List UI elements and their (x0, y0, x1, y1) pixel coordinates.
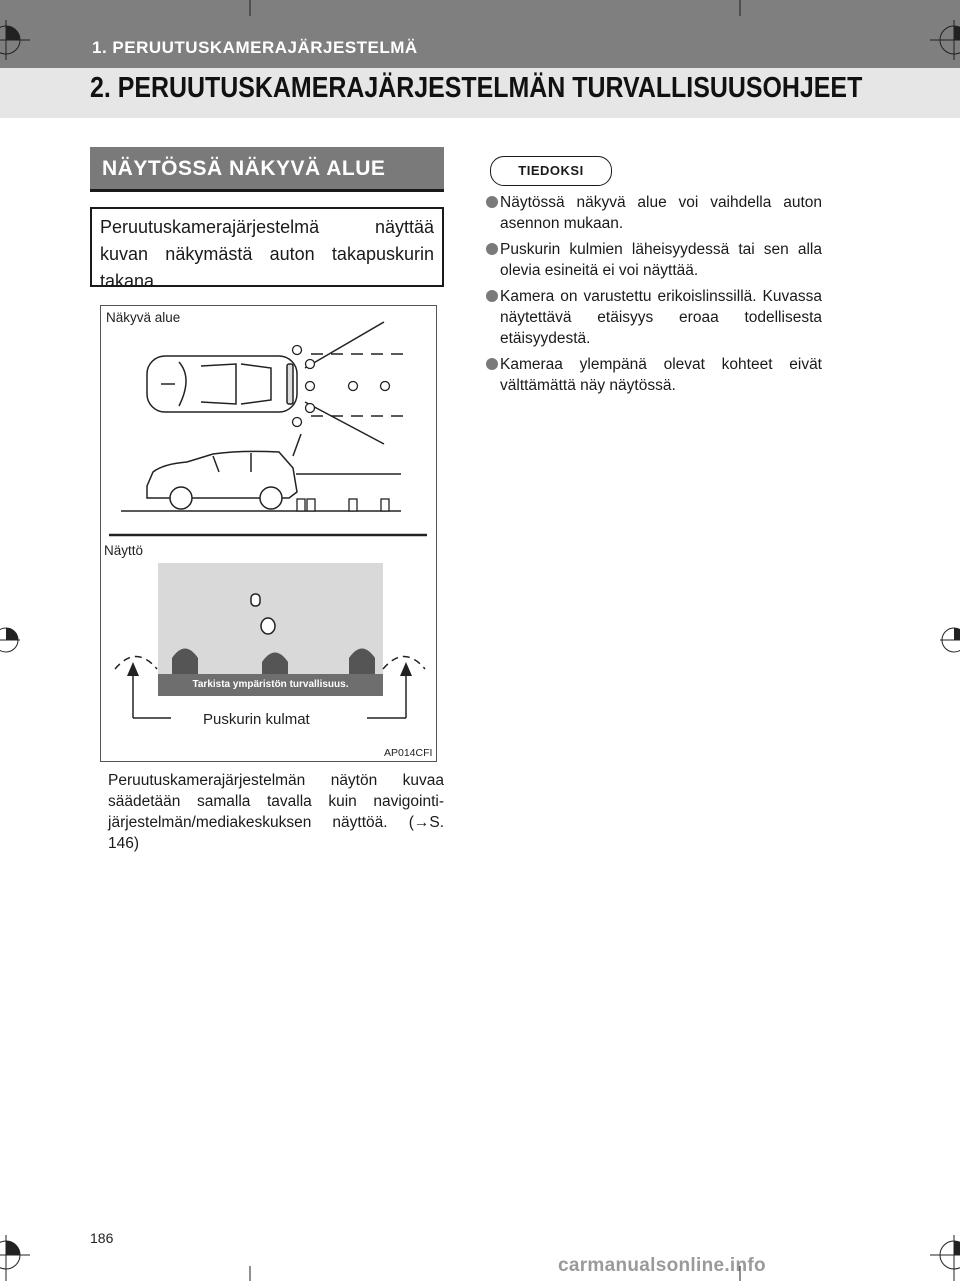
note-item (486, 354, 822, 396)
section-title: 2. PERUUTUSKAMERAJÄRJESTELMÄN TURVALLISUUSOHJEET (90, 72, 863, 104)
note-item (486, 239, 822, 281)
bumper-posts (172, 649, 375, 675)
note-tag: TIEDOKSI (490, 156, 612, 186)
camera-view-figure (100, 305, 437, 762)
bumper-corners-label: Puskurin kulmat (203, 711, 310, 728)
note-text: Kamera on varustettu erikoislinssillä. Kuvassa näytettävä etäisyys eroaa todellisesta etäisyydestä. (500, 288, 822, 347)
bullet-dot-icon (486, 243, 498, 255)
display-label: Näyttö (104, 543, 144, 558)
note-text: Puskurin kulmien läheisyydessä tai sen alla olevia esineitä ei voi näyttää. (500, 241, 822, 279)
note-text: Näytössä näkyvä alue voi vaihdella auton asennon mukaan. (500, 194, 822, 232)
note-list (486, 192, 822, 401)
chapter-title: 1. PERUUTUSKAMERAJÄRJESTELMÄ (92, 38, 418, 57)
visible-area-label: Näkyvä alue (106, 310, 181, 325)
bullet-dot-icon (486, 358, 498, 370)
screen-obstacles (251, 594, 275, 634)
adjustment-bullet (90, 770, 444, 854)
bullet-dot-icon (486, 290, 498, 302)
note-text: Kameraa ylempänä olevat kohteet eivät välttämättä näy näytössä. (500, 356, 822, 394)
watermark: carmanualsonline.info (558, 1255, 766, 1276)
safety-warning-bar: Tarkista ympäristön turvallisuus. (158, 674, 383, 696)
figure-id: AP014CFI (384, 747, 433, 759)
intro-text-box: Peruutuskamerajärjestelmä näyttää kuvan näkymästä auton takapuskurin takana. (90, 207, 444, 287)
note-item (486, 286, 822, 349)
note-item (486, 192, 822, 234)
section-heading: NÄYTÖSSÄ NÄKYVÄ ALUE (90, 147, 444, 192)
page-number: 186 (90, 1230, 114, 1246)
bullet-dot-icon (486, 196, 498, 208)
adjustment-text: Peruutuskamerajärjestelmän näytön kuvaa säädetään samalla tavalla kuin navigointi-järjestelmän/mediakeskuksen näyttöä. (→S. 146) (108, 772, 444, 852)
